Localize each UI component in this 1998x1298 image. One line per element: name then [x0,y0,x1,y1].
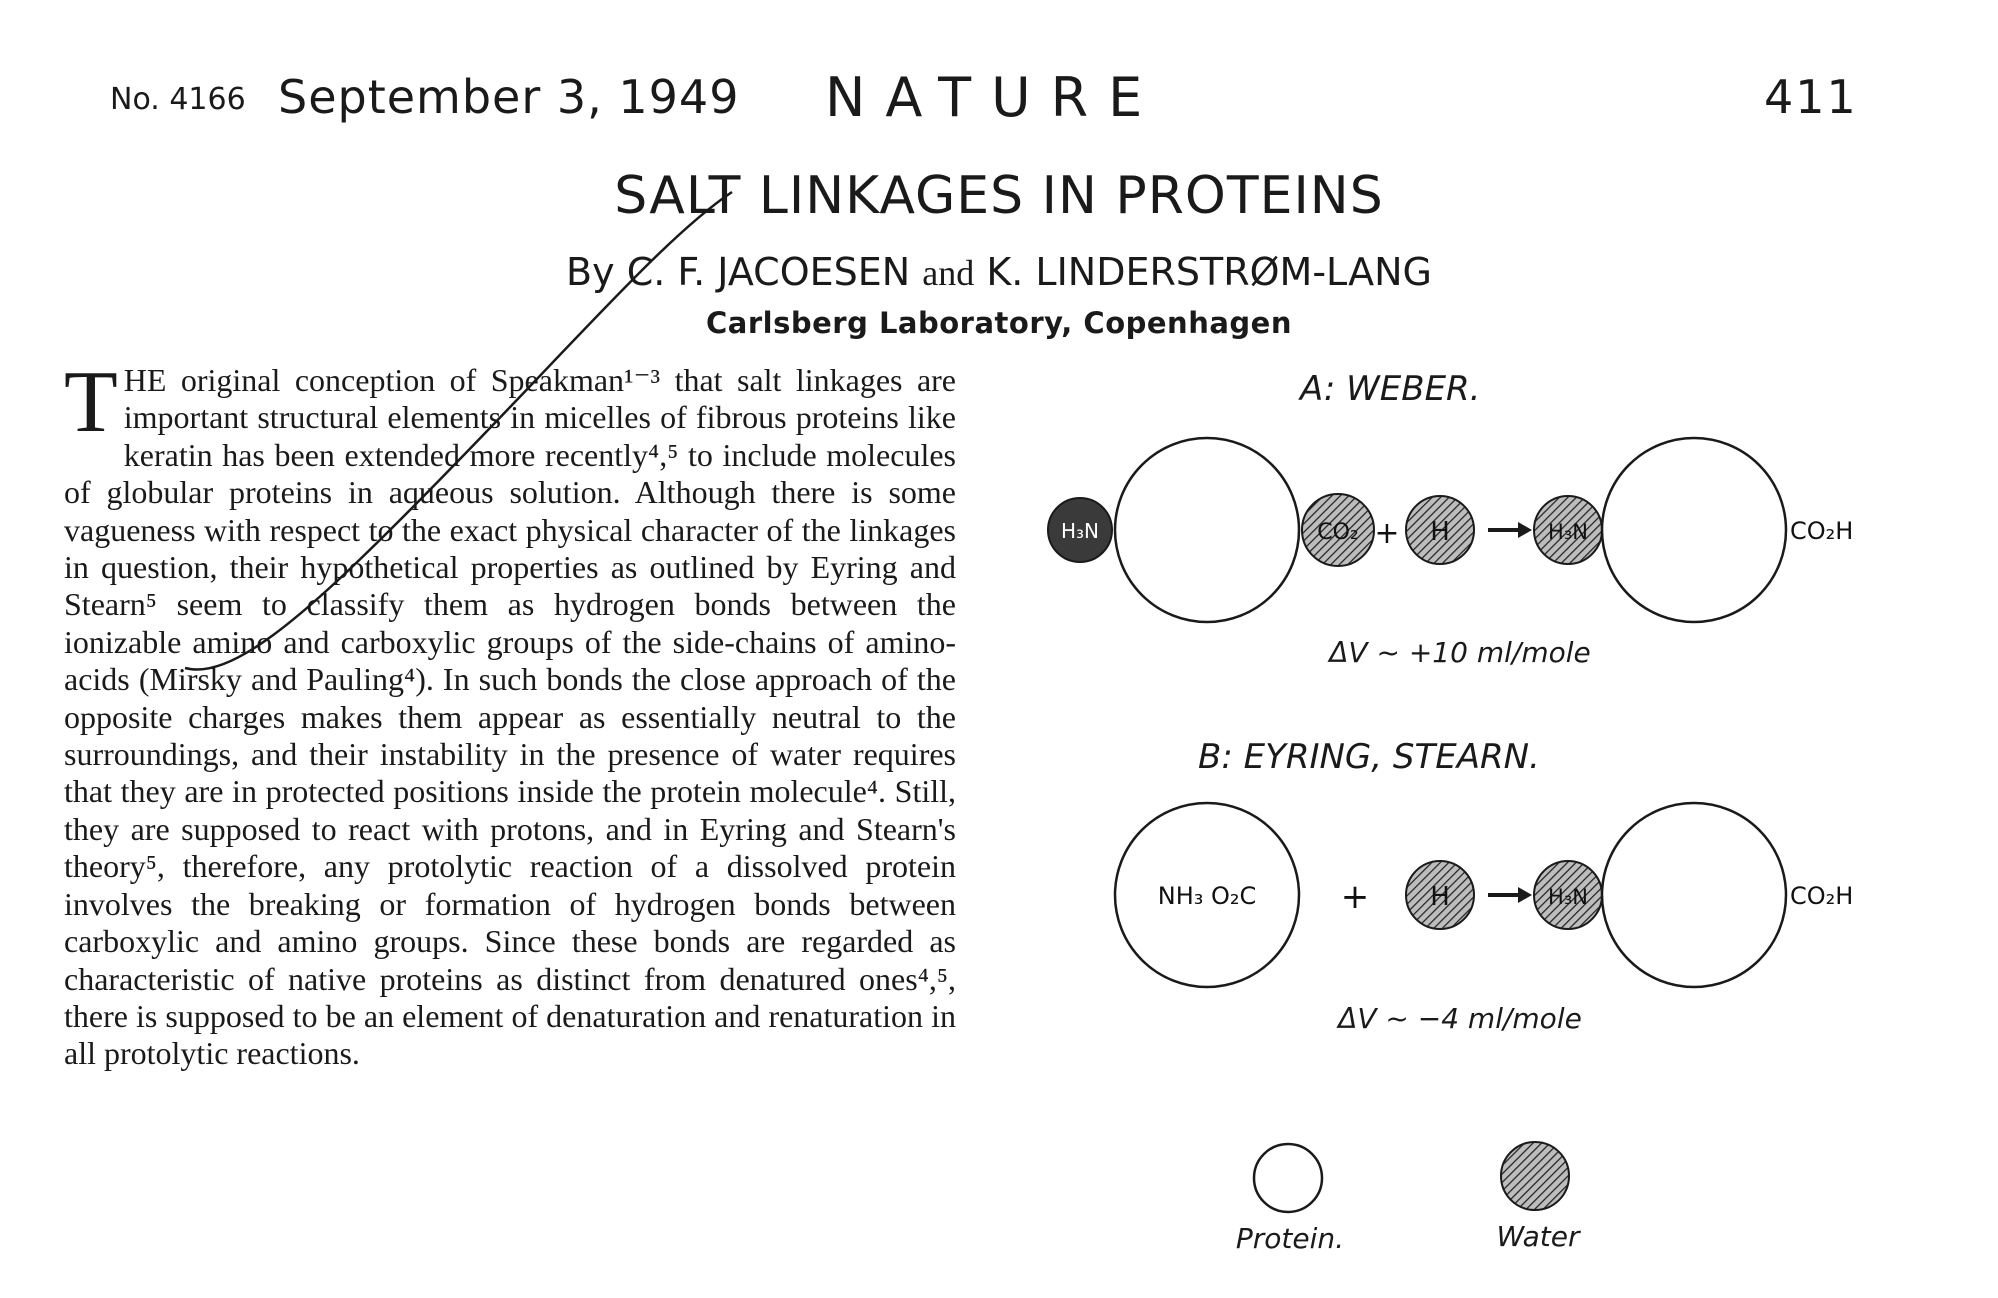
page-number: 411 [1764,70,1858,124]
panel-a-plus: + [1374,516,1400,551]
author-1: C. F. JACOESEN [626,250,911,294]
panel-b-label: B: EYRING, STEARN. [1198,737,1540,777]
issue-date: September 3, 1949 [278,70,740,124]
panel-b-inner-groups: NH₃ O₂C [1157,882,1257,910]
affiliation: Carlsberg Laboratory, Copenhagen [706,306,1292,340]
panel-b-plus: + [1340,877,1370,917]
author-2: K. LINDERSTRØM-LANG [986,250,1432,294]
panel-a-proton: H [1430,517,1450,547]
legend-protein-label: Protein. [1235,1222,1345,1255]
legend-water-label: Water [1496,1220,1580,1253]
paragraph-text: HE original conception of Speakman¹⁻³ that salt linkages are important structural elements in micelles of fibrous proteins like keratin has been extended more recently⁴,⁵ to include molecules of globular proteins in aqueous solution. Although there is some vagueness with respect to the exact physical character of the linkages in question, their hypothetical properties as outlined by Eyring and Stearn⁵ seem to classify them as hydrogen bonds between the ionizable amino and carboxylic groups of the side-chains of amino-acids (Mirsky and Pauling⁴). In such bonds the close approach of the opposite charges makes them appear as essentially neutral to the surroundings, and their instability in the presence of water requires that they are in protected positions inside the protein molecule⁴. Still, they are supposed to react with protons, and in Eyring and Stearn's theory⁵, therefore, any protolytic reaction of a dissolved protein involves the breaking or formation of hydrogen bonds between carboxylic and amino groups. Since these bonds are regarded as characteristic of native proteins as distinct from denatured ones⁴,⁵, there is supposed to be an element of denaturation and renaturation in all protolytic reactions. [64,362,956,1072]
issue-number: No. 4166 [110,82,246,117]
panel-a-delta-v: ΔV ~ +10 ml/mole [1329,636,1591,669]
panel-a-product-right: CO₂H [1790,517,1854,545]
article-title: SALT LINKAGES IN PROTEINS [614,166,1384,226]
panel-a-product-group: H₃N [1548,520,1588,544]
drop-cap: T [64,354,118,451]
byline-prefix: By [566,250,615,294]
panel-b-delta-v: ΔV ~ −4 ml/mole [1338,1002,1582,1035]
panel-b-product-right: CO₂H [1790,882,1854,910]
panel-b-proton: H [1430,882,1450,912]
panel-a-label: A: WEBER. [1300,369,1481,409]
panel-a-right-group: CO₂ [1317,520,1359,545]
panel-b-product-group: H₃N [1548,885,1588,909]
byline-conjunction: and [922,253,975,293]
journal-name: NATURE [825,66,1163,129]
panel-a-left-group: H₃N [1060,519,1100,543]
